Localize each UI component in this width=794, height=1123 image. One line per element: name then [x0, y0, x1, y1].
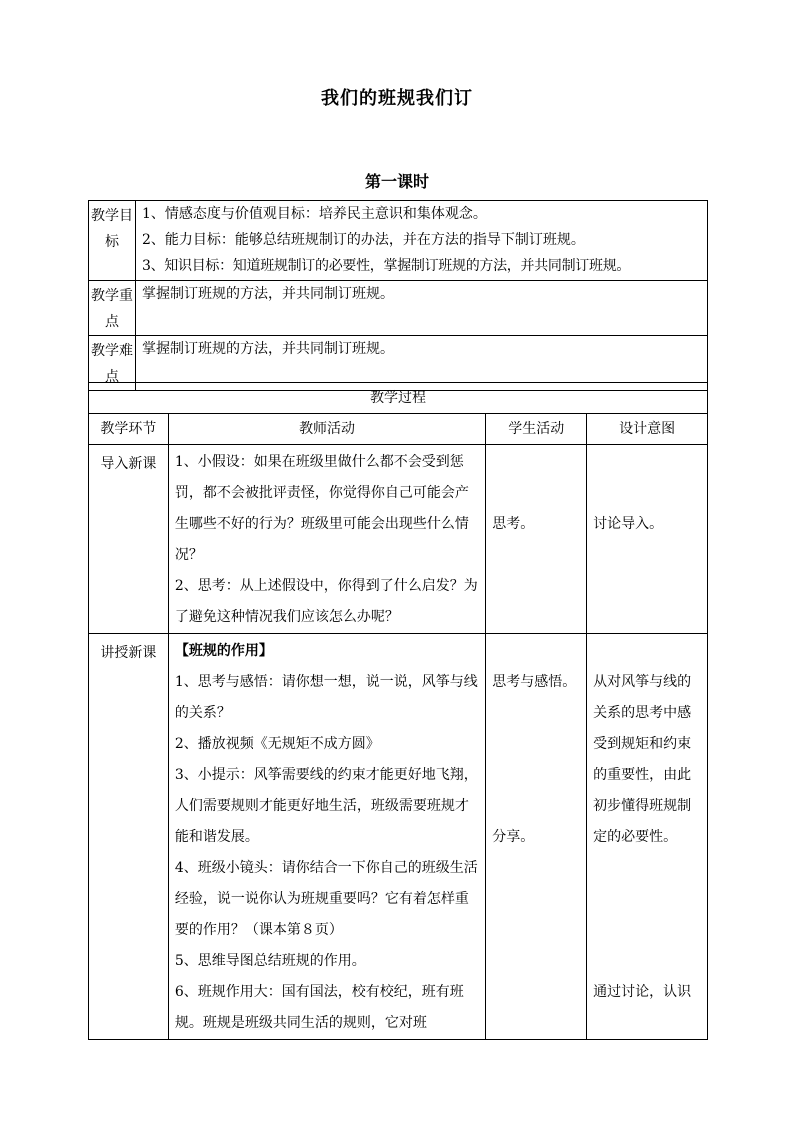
- teacher-item: 6、班规作用大：国有国法，校有校纪，班有班规。班规是班级共同生活的规则，它对班: [174, 984, 464, 1031]
- goals-cell: [136, 201, 708, 281]
- teacher-activity-intro: [168, 445, 485, 634]
- header-design: 设计意图: [587, 414, 708, 445]
- goal-line: 2、能力目标：能够总结班规制订的办法，并在方法的指导下制订班规。: [142, 232, 585, 248]
- teacher-item: 2、思考：从上述假设中，你得到了什么启发？为了避免这种情况我们应该怎么办呢？: [174, 578, 478, 625]
- teacher-item: 2、播放视频《无规矩不成方圆》: [174, 736, 380, 752]
- teacher-activity-new: [168, 634, 485, 1040]
- difficulty-label: 教学难点: [89, 336, 136, 391]
- design-intent-intro: [587, 445, 708, 634]
- key-content: 掌握制订班规的方法，并共同制订班规。: [136, 281, 708, 336]
- design-item: 通过讨论，认识: [593, 984, 692, 1000]
- student-item: 思考。: [492, 516, 535, 532]
- header-stage: 教学环节: [89, 414, 169, 445]
- lesson-subtitle: 第一课时: [364, 172, 429, 191]
- student-activity-intro: [486, 445, 587, 634]
- goal-label: 教学目标: [89, 201, 136, 281]
- teacher-item: 1、小假设：如果在班级里做什么都不会受到惩罚，都不会被批评责怪，你觉得你自己可能会产生哪些不好的行为？班级里可能会出现些什么情况？: [174, 454, 469, 563]
- teacher-item: 4、班级小镜头：请你结合一下你自己的班级生活经验，说一说你认为班规重要吗？它有着怎样重要的作用？（课本第８页）: [174, 860, 478, 938]
- design-intent-new: [587, 634, 708, 1040]
- teacher-item: 5、思维导图总结班规的作用。: [174, 953, 366, 969]
- header-teacher: 教师活动: [168, 414, 485, 445]
- goal-line: 3、知识目标：知道班规制订的必要性，掌握制订班规的方法，并共同制订班规。: [142, 258, 631, 274]
- design-item: 讨论导入。: [593, 516, 664, 532]
- key-label: 教学重点: [89, 281, 136, 336]
- section-intro: 导入新课: [89, 445, 169, 634]
- process-title: 教学过程: [89, 383, 708, 414]
- design-item: 从对风筝与线的关系的思考中感受到规矩和约束的重要性，由此初步懂得班规制定的必要性。: [593, 674, 692, 845]
- difficulty-content: 掌握制订班规的方法，并共同制订班规。: [136, 336, 708, 391]
- teacher-item: 3、小提示：风筝需要线的约束才能更好地飞翔，人们需要规则才能更好地生活，班级需要班规才能和谐发展。: [174, 767, 478, 845]
- objectives-table: [88, 200, 708, 391]
- teacher-item: 1、思考与感悟：请你想一想，说一说，风筝与线的关系？: [174, 674, 478, 721]
- process-table: [88, 382, 708, 1040]
- teacher-heading: 【班规的作用】: [174, 643, 273, 659]
- student-item: 分享。: [492, 829, 535, 845]
- student-activity-new: [486, 634, 587, 1040]
- document-title: 我们的班规我们订: [321, 88, 473, 109]
- section-new-lesson: 讲授新课: [89, 634, 169, 1040]
- student-item: 思考与感悟。: [492, 674, 577, 690]
- goal-line: 1、情感态度与价值观目标：培养民主意识和集体观念。: [142, 206, 487, 222]
- header-student: 学生活动: [486, 414, 587, 445]
